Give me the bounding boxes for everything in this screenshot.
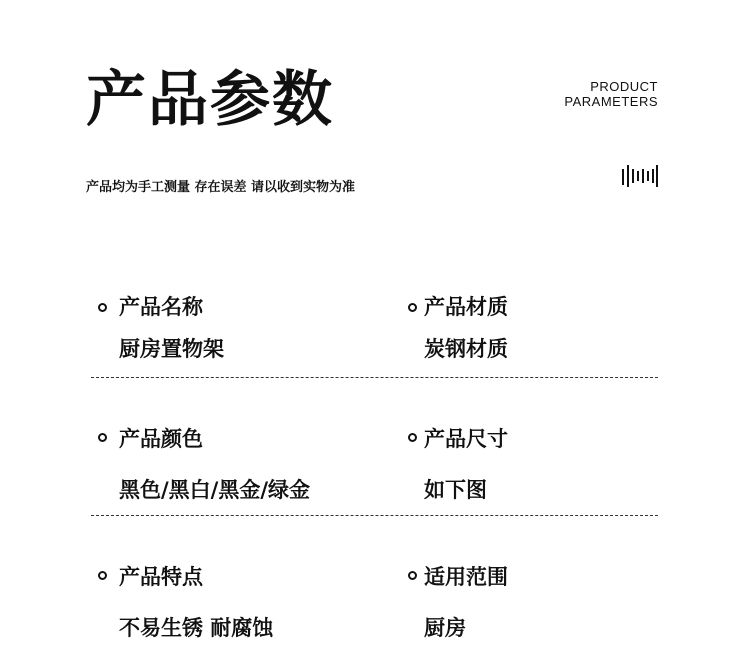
param-name-label: 产品名称 xyxy=(119,295,203,319)
param-size-label: 产品尺寸 xyxy=(424,427,508,451)
circle-bullet-icon xyxy=(98,571,107,580)
barcode-icon xyxy=(622,165,658,187)
circle-bullet-icon xyxy=(408,433,417,442)
param-feature-label: 产品特点 xyxy=(119,565,203,589)
divider xyxy=(91,515,658,516)
english-title xyxy=(564,79,658,109)
english-title-line-1: PRODUCT xyxy=(590,79,658,94)
param-color-value: 黑色/黑白/黑金/绿金 xyxy=(119,478,311,502)
circle-bullet-icon xyxy=(98,303,107,312)
param-material-label: 产品材质 xyxy=(424,295,508,319)
param-name-value: 厨房置物架 xyxy=(119,337,224,361)
param-color-label: 产品颜色 xyxy=(119,427,203,451)
measurement-note: 产品均为手工测量 存在误差 请以收到实物为准 xyxy=(86,180,356,195)
circle-bullet-icon xyxy=(408,303,417,312)
param-usage-value: 厨房 xyxy=(424,616,466,640)
param-size-value: 如下图 xyxy=(424,478,487,502)
param-material-value: 炭钢材质 xyxy=(424,337,508,361)
page-title: 产品参数 xyxy=(86,65,334,135)
param-feature-value: 不易生锈 耐腐蚀 xyxy=(119,616,274,640)
divider xyxy=(91,377,658,378)
circle-bullet-icon xyxy=(98,433,107,442)
circle-bullet-icon xyxy=(408,571,417,580)
english-title-line-2: PARAMETERS xyxy=(564,94,658,109)
param-usage-label: 适用范围 xyxy=(424,565,508,589)
